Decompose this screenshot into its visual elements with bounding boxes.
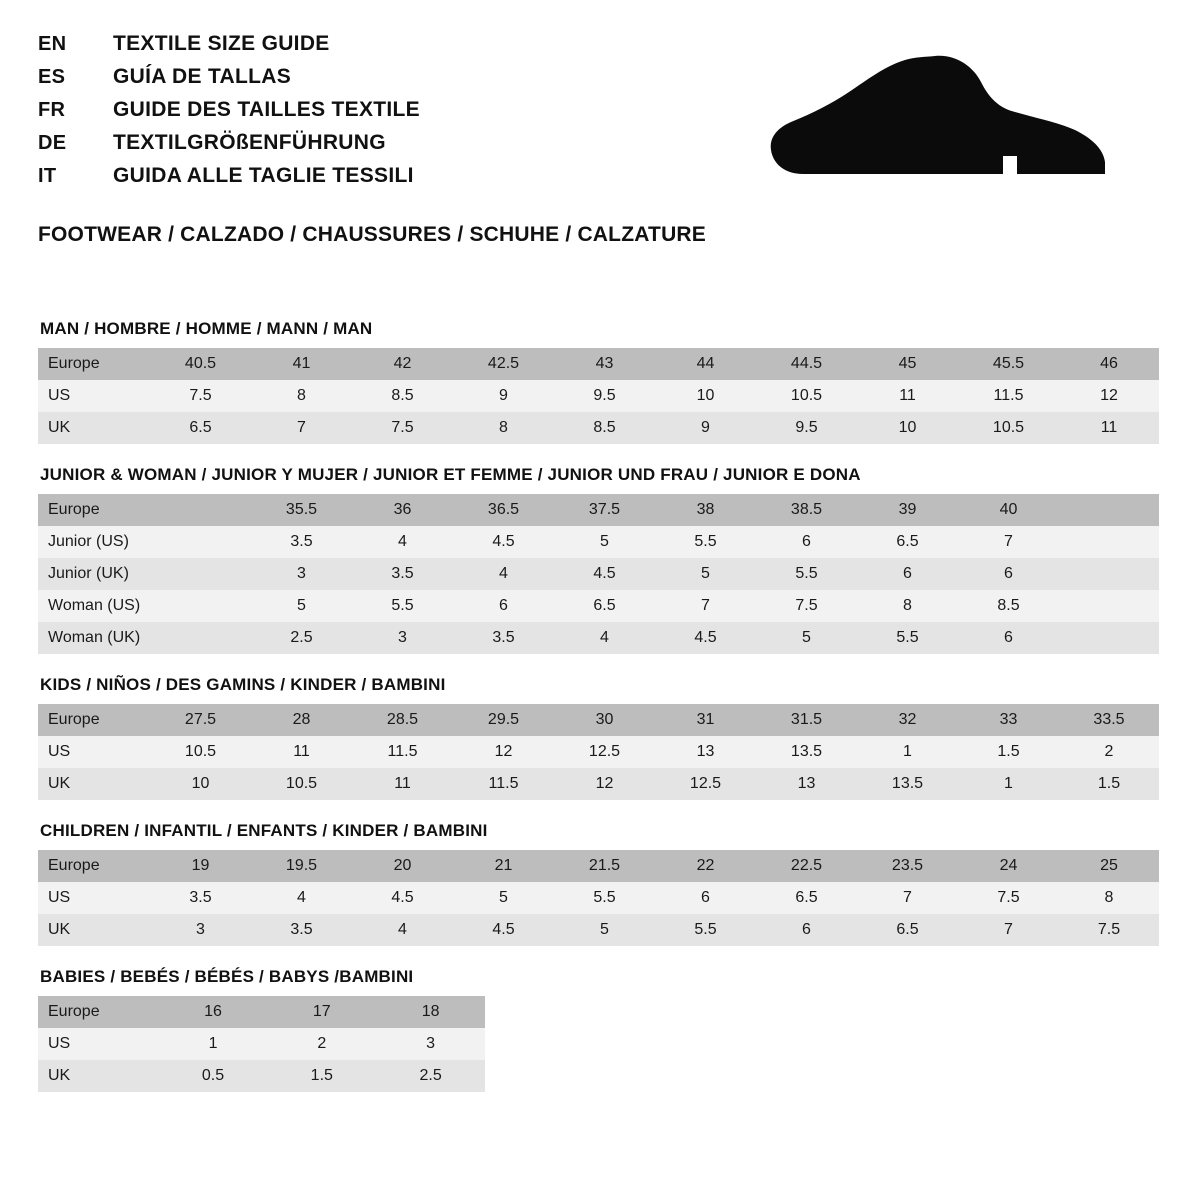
cell: 1 [159,1028,268,1060]
cell: 10.5 [958,412,1059,444]
size-table [38,850,1159,946]
cell: 4 [554,622,655,654]
cell: 46 [1059,348,1159,380]
cell: 13 [655,736,756,768]
cell [1059,622,1159,654]
table-row [38,558,1159,590]
cell: 5 [756,622,857,654]
cell: 4.5 [352,882,453,914]
cell: 45 [857,348,958,380]
cell: 5 [554,526,655,558]
cell: 31.5 [756,704,857,736]
cell: 2.5 [251,622,352,654]
cell: 4 [453,558,554,590]
section-title: CHILDREN / INFANTIL / ENFANTS / KINDER / BAMBINI [40,821,488,840]
cell: 6 [655,882,756,914]
cell: 2 [1059,736,1159,768]
cell: 25 [1059,850,1159,882]
cell: 23.5 [857,850,958,882]
size-sections [38,319,1162,1092]
row-label: UK [38,1060,159,1092]
cell: 4 [352,914,453,946]
cell: 13.5 [857,768,958,800]
cell: 6.5 [857,526,958,558]
cell: 28.5 [352,704,453,736]
cell: 11 [251,736,352,768]
table-row [38,412,1159,444]
cell: 6 [453,590,554,622]
table-row [38,1060,485,1092]
table-row [38,526,1159,558]
cell: 36 [352,494,453,526]
cell: 6.5 [554,590,655,622]
cell: 7 [958,914,1059,946]
cell [150,622,251,654]
cell: 12.5 [554,736,655,768]
cell: 20 [352,850,453,882]
cell: 12.5 [655,768,756,800]
section-title: JUNIOR & WOMAN / JUNIOR Y MUJER / JUNIOR ET FEMME / JUNIOR UND FRAU / JUNIOR E DONA [40,465,861,484]
cell: 30 [554,704,655,736]
cell: 5.5 [352,590,453,622]
cell: 6.5 [756,882,857,914]
cell: 7 [251,412,352,444]
cell: 36.5 [453,494,554,526]
cell: 9 [453,380,554,412]
row-label: Woman (UK) [38,622,150,654]
cell: 4.5 [453,914,554,946]
cell: 31 [655,704,756,736]
cell: 35.5 [251,494,352,526]
cell: 5 [554,914,655,946]
cell: 7.5 [958,882,1059,914]
cell: 44.5 [756,348,857,380]
language-row [38,32,420,65]
cell: 21 [453,850,554,882]
table-row [38,704,1159,736]
cell: 42.5 [453,348,554,380]
cell: 11 [857,380,958,412]
table-row [38,380,1159,412]
row-label: Europe [38,494,150,526]
cell: 7 [655,590,756,622]
cell: 45.5 [958,348,1059,380]
cell: 1.5 [267,1060,376,1092]
cell: 18 [376,996,485,1028]
cell: 6 [756,914,857,946]
table-row [38,996,485,1028]
language-code: DE [38,132,67,154]
cell: 12 [453,736,554,768]
cell: 33.5 [1059,704,1159,736]
cell: 38.5 [756,494,857,526]
cell: 5.5 [655,914,756,946]
cell [1059,494,1159,526]
cell: 39 [857,494,958,526]
cell: 8.5 [352,380,453,412]
cell: 3.5 [453,622,554,654]
cell: 9.5 [554,380,655,412]
cell: 3.5 [251,526,352,558]
cell [150,590,251,622]
table-row [38,1028,485,1060]
row-label: UK [38,914,150,946]
cell: 17 [267,996,376,1028]
cell: 10 [655,380,756,412]
cell: 19.5 [251,850,352,882]
cell: 10 [150,768,251,800]
language-code: ES [38,66,66,88]
table-row [38,736,1159,768]
cell: 22.5 [756,850,857,882]
cell: 10 [857,412,958,444]
cell: 11 [352,768,453,800]
row-label: Europe [38,850,150,882]
cell: 19 [150,850,251,882]
row-label: Europe [38,704,150,736]
table-row [38,850,1159,882]
cell: 5.5 [554,882,655,914]
row-label: US [38,736,150,768]
cell [1059,526,1159,558]
language-title: GUÍA DE TALLAS [113,65,292,88]
cell: 22 [655,850,756,882]
cell: 44 [655,348,756,380]
cell: 4 [251,882,352,914]
table-row [38,590,1159,622]
row-label: UK [38,412,150,444]
cell: 11.5 [958,380,1059,412]
section-babies [38,967,1162,1092]
cell: 8 [1059,882,1159,914]
cell: 6.5 [857,914,958,946]
cell: 9 [655,412,756,444]
language-row [38,131,420,164]
cell [150,558,251,590]
cell: 4 [352,526,453,558]
language-row [38,164,420,197]
cell: 5 [251,590,352,622]
section-man [38,319,1162,444]
cell: 12 [1059,380,1159,412]
cell: 42 [352,348,453,380]
cell: 37.5 [554,494,655,526]
cell: 24 [958,850,1059,882]
language-list [38,32,420,197]
cell: 29.5 [453,704,554,736]
size-table [38,348,1159,444]
cell: 2 [267,1028,376,1060]
category-title: FOOTWEAR / CALZADO / CHAUSSURES / SCHUHE / CALZATURE [38,223,707,246]
language-title: GUIDE DES TAILLES TEXTILE [113,98,420,121]
cell: 8.5 [554,412,655,444]
row-label: Junior (US) [38,526,150,558]
table-row [38,622,1159,654]
row-label: Woman (US) [38,590,150,622]
cell [1059,590,1159,622]
cell: 7.5 [756,590,857,622]
cell: 6 [756,526,857,558]
table-row [38,348,1159,380]
cell: 6 [857,558,958,590]
cell: 7 [958,526,1059,558]
cell: 11 [1059,412,1159,444]
cell: 8 [857,590,958,622]
cell: 41 [251,348,352,380]
row-label: Europe [38,996,159,1028]
cell: 32 [857,704,958,736]
row-label: US [38,1028,159,1060]
cell: 8.5 [958,590,1059,622]
language-title: TEXTILGRÖßENFÜHRUNG [113,131,386,154]
row-label: US [38,882,150,914]
language-code: IT [38,165,57,187]
cell: 12 [554,768,655,800]
cell: 5.5 [756,558,857,590]
cell: 0.5 [159,1060,268,1092]
section-title: KIDS / NIÑOS / DES GAMINS / KINDER / BAMBINI [40,675,446,694]
cell: 5.5 [857,622,958,654]
cell: 3.5 [352,558,453,590]
cell: 21.5 [554,850,655,882]
section-junior-woman [38,465,1162,654]
cell: 3 [352,622,453,654]
language-row [38,65,420,98]
section-title: MAN / HOMBRE / HOMME / MANN / MAN [40,319,373,338]
cell: 33 [958,704,1059,736]
cell: 11.5 [352,736,453,768]
language-code: FR [38,99,66,121]
language-row [38,98,420,131]
cell: 5 [453,882,554,914]
cell: 40 [958,494,1059,526]
cell: 5 [655,558,756,590]
cell: 4.5 [453,526,554,558]
cell: 38 [655,494,756,526]
size-table [38,704,1159,800]
size-table [38,996,485,1092]
cell: 10.5 [251,768,352,800]
cell: 3 [251,558,352,590]
cell: 10.5 [150,736,251,768]
cell: 6 [958,622,1059,654]
row-label: US [38,380,150,412]
table-row [38,494,1159,526]
language-code: EN [38,33,67,55]
cell: 3.5 [251,914,352,946]
dress-shoe-icon [767,52,1107,187]
cell: 43 [554,348,655,380]
cell: 8 [251,380,352,412]
cell: 3.5 [150,882,251,914]
cell: 8 [453,412,554,444]
table-row [38,768,1159,800]
cell: 7.5 [1059,914,1159,946]
cell: 4.5 [554,558,655,590]
table-row [38,882,1159,914]
cell: 7.5 [352,412,453,444]
cell: 9.5 [756,412,857,444]
header [38,32,1162,197]
cell: 11.5 [453,768,554,800]
cell: 40.5 [150,348,251,380]
section-kids [38,675,1162,800]
row-label: Junior (UK) [38,558,150,590]
cell: 3 [150,914,251,946]
section-title: BABIES / BEBÉS / BÉBÉS / BABYS /BAMBINI [40,967,414,986]
cell: 7.5 [150,380,251,412]
cell: 28 [251,704,352,736]
cell: 1.5 [958,736,1059,768]
cell: 2.5 [376,1060,485,1092]
table-row [38,914,1159,946]
cell: 6 [958,558,1059,590]
language-title: GUIDA ALLE TAGLIE TESSILI [113,164,414,187]
cell: 1 [958,768,1059,800]
language-title: TEXTILE SIZE GUIDE [113,32,330,55]
cell: 3 [376,1028,485,1060]
row-label: Europe [38,348,150,380]
cell [1059,558,1159,590]
cell: 13 [756,768,857,800]
cell: 27.5 [150,704,251,736]
size-table [38,494,1159,654]
row-label: UK [38,768,150,800]
cell: 7 [857,882,958,914]
cell: 1.5 [1059,768,1159,800]
cell [150,494,251,526]
section-children [38,821,1162,946]
cell: 13.5 [756,736,857,768]
cell: 5.5 [655,526,756,558]
cell: 16 [159,996,268,1028]
cell: 10.5 [756,380,857,412]
cell: 6.5 [150,412,251,444]
cell [150,526,251,558]
cell: 1 [857,736,958,768]
cell: 4.5 [655,622,756,654]
